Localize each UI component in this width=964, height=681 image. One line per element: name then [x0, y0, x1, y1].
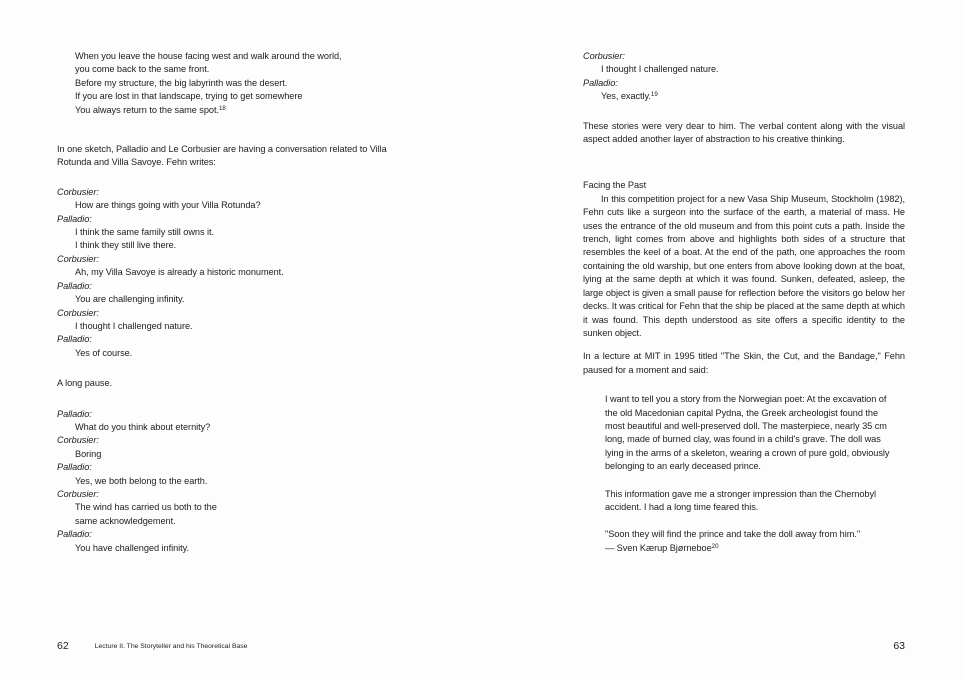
speaker-label: Palladio:	[57, 334, 92, 345]
dialogue-line: I thought I challenged nature.	[601, 64, 719, 75]
left-page-footer	[57, 640, 247, 652]
dialogue-1	[57, 186, 475, 360]
speaker-label: Corbusier:	[57, 488, 99, 499]
speaker-label: Corbusier:	[583, 51, 625, 61]
right-page-footer	[583, 640, 905, 652]
paragraph-vasa-museum: In this competition project for a new Vasa Ship Museum, Stockholm (1982), Fehn cuts like a surgeon into the surface of the earth, a material of mass. He uses the entrance of the old museum and from this point cuts a path. Inside the trench, light comes from above and highlights both sides of a structure that resembles the keel of a boat. At the end of the path, one approaches the room containing the old warship, but one enters from above looking down at the boat, lying at the same depth at which it was found. Sunken, defeated, asleep, the large object is given a small pause for reflection before the visitors go below her decks. It was critical for Fehn that the ship be placed at the same depth at which it was found. This depth understood as site offers a specific identity to the sunken object.	[583, 193, 905, 338]
quote-paragraph: "Soon they will find the prince and take the doll away from him."	[605, 529, 861, 540]
speaker-label: Palladio:	[583, 77, 618, 88]
running-footer: Lecture II. The Storyteller and his Theoretical Base	[94, 643, 248, 650]
dialogue-line: I thought I challenged nature.	[75, 320, 193, 331]
speaker-label: Corbusier:	[57, 435, 99, 446]
quote-line: When you leave the house facing west and walk around the world,	[75, 51, 342, 61]
dialogue-line: You have challenged infinity.	[75, 542, 189, 553]
mit-quote	[605, 393, 893, 555]
dialogue-line: How are things going with your Villa Rotunda?	[75, 200, 261, 211]
page-number-left: 62	[57, 640, 69, 652]
pause-line: A long pause.	[57, 378, 113, 389]
paragraph-mit-lecture: In a lecture at MIT in 1995 titled "The Skin, the Cut, and the Bandage," Fehn paused for a moment and said:	[583, 351, 905, 375]
footnote-marker: 20	[711, 542, 719, 550]
paragraph-these-stories: These stories were very dear to him. The verbal content along with the visual aspect added another layer of abstraction to his creative thinking.	[583, 120, 905, 145]
quote-paragraph: This information gave me a stronger impression than the Chernobyl accident. I had a long time feared this.	[605, 488, 876, 512]
dialogue-2	[57, 408, 475, 555]
dialogue-line: Ah, my Villa Savoye is already a historic monument.	[75, 267, 284, 278]
quote-paragraph: I want to tell you a story from the Norwegian poet: At the excavation of the old Macedonian capital Pydna, the Greek archeologist found the most beautiful and well-preserved doll. The masterpiece, nearly 35 cm long, made of burned clay, was found in a child's grave. The doll was lying in the arms of a skeleton, wearing a crown of pure gold, obviously belonging to an early deceased prince.	[605, 394, 890, 472]
quote-line: You always return to the same spot.$^{18}$	[75, 104, 226, 115]
dialogue-line: You are challenging infinity.	[75, 294, 185, 305]
dialogue-3	[583, 50, 905, 104]
dialogue-line: Boring	[75, 448, 102, 459]
speaker-label: Palladio:	[57, 462, 92, 473]
speaker-label: Palladio:	[57, 529, 92, 540]
speaker-label: Corbusier:	[57, 253, 99, 264]
section-heading: Facing the Past	[583, 180, 647, 191]
dialogue-line: I think they still live there.	[75, 240, 177, 251]
dialogue-line: same acknowledgement.	[75, 515, 176, 526]
dialogue-line: Yes, we both belong to the earth.	[75, 475, 208, 486]
quote-line: If you are lost in that landscape, trying to get somewhere	[75, 91, 303, 102]
footnote-marker: 18	[218, 104, 226, 112]
speaker-label: Palladio:	[57, 213, 92, 224]
left-page	[57, 50, 475, 555]
opening-quote	[75, 50, 475, 117]
speaker-label: Corbusier:	[57, 186, 99, 197]
speaker-label: Corbusier:	[57, 307, 99, 318]
dialogue-line: Yes, exactly.$^{19}$	[601, 91, 658, 102]
speaker-label: Palladio:	[57, 280, 92, 291]
attribution-line: — Sven Kærup Bjørneboe$^{20}$	[605, 542, 719, 553]
dialogue-line: The wind has carried us both to the	[75, 502, 217, 513]
page-number-right: 63	[893, 640, 905, 652]
dialogue-line: Yes of course.	[75, 347, 133, 358]
intro-paragraph: In one sketch, Palladio and Le Corbusier are having a conversation related to Villa Rotunda and Villa Savoye. Fehn writes:	[57, 144, 387, 168]
right-page	[583, 50, 905, 555]
dialogue-line: What do you think about eternity?	[75, 421, 211, 432]
quote-line: you come back to the same front.	[75, 64, 210, 75]
quote-line: Before my structure, the big labyrinth was the desert.	[75, 77, 288, 88]
dialogue-line: I think the same family still owns it.	[75, 227, 215, 238]
speaker-label: Palladio:	[57, 408, 92, 419]
footnote-marker: 19	[650, 91, 658, 99]
